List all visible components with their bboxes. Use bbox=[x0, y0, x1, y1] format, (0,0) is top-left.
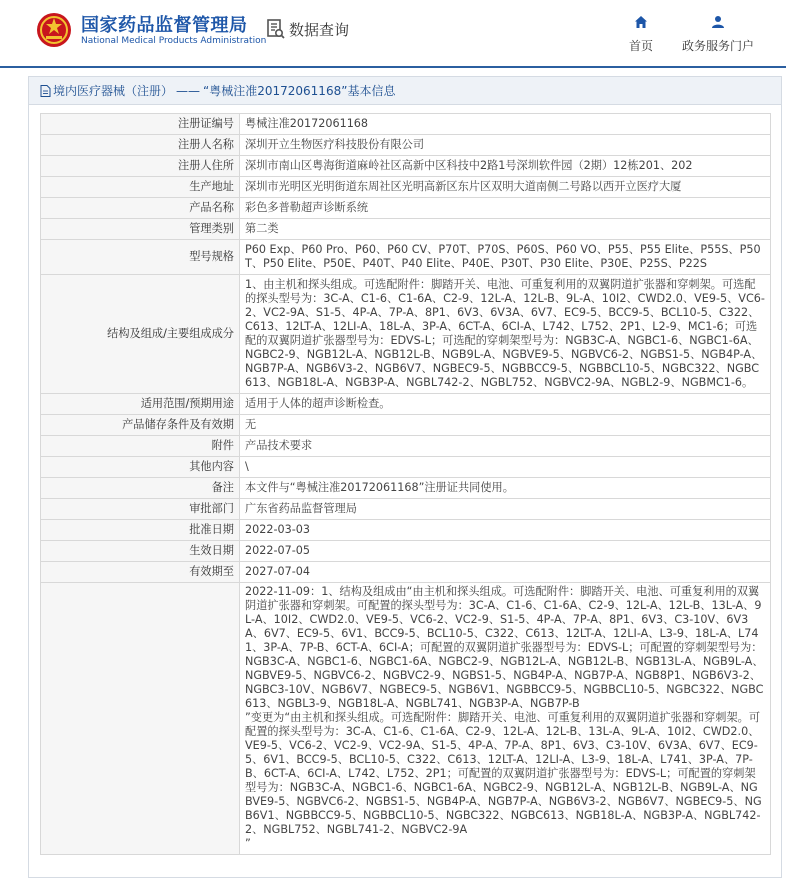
field-label: 结构及组成/主要组成成分 bbox=[41, 275, 240, 394]
field-value: 彩色多普勒超声诊断系统 bbox=[240, 198, 771, 219]
table-row bbox=[41, 135, 771, 156]
change-record-value: 2022-11-09：1、结构及组成由“由主机和探头组成。可选配附件：脚踏开关、电池、可重复利用的双翼阴道扩张器和穿刺架。可配置的探头型号为：3C-A、C1-6、C1-6A、C2-9、12L-A、12L-B、13L-A、9L-A、10I2、CWD2.0、VE9-5、VC6-2、VC2-9、S1-5、4P-A、7P-A、8P1、6V3、C3-10V、6V3A、6V7、EC9-5、6V1、BCC9-5、BCL10-5、C322、C613、12LT-A、12LI-A、L3-9、18L-A、L741、3P-A、7P-B、6CT-A、6CI-A；可配置的双翼阴道扩张器型号为：EDVS-L；可配置的穿刺架型号为：NGB3C-A、NGBC1-6、NGBC1-6A、NGBC2-9、NGB12L-A、NGB12L-B、NGB13L-A、NGB9L-A、NGBVE9-5、NGBVC6-2、NGBVC2-9、NGBS1-5、NGB4P-A、NGB7P-A、NGB8P1、NGB6V3-2、NGBC3-10V、NGB6V7、NGBEC9-5、NGB6V1、NGBBCC9-5、NGBBCL10-5、NGBC322、NGBC613、NGBL3-9、NGB18L-A、NGBL741、NGB3P-A、NGB7P-B ”变更为“由主机和探头组成。可选配附件：脚踏开关、电池、可重复利用的双翼阴道扩张器和穿刺架。可配置的探头型号为：3C-A、C1-6、C1-6A、C2-9、12L-A、12L-B、13L-A、9L-A、10I2、CWD2.0、VE9-5、VC6-2、VC2-9、VC2-9A、S1-5、4P-A、7P-A、8P1、6V3、C3-10V、6V3A、6V7、EC9-5、6V1、BCC9-5、BCL10-5、C322、C613、12LT-A、12LI-A、L3-9、18L-A、L741、3P-A、7P-B、6CT-A、6CI-A、L742、L752、2P1；可配置的双翼阴道扩张器型号为：EDVS-L；可配置的穿刺架型号为：NGB3C-A、NGBC1-6、NGBC1-6A、NGBC2-9、NGB12L-A、NGB12L-B、NGB9L-A、NGBVE9-5、NGBVC6-2、NGBS1-5、NGB4P-A、NGB7P-A、NGB6V3-2、NGB6V7、NGBEC9-5、NGB6V1、NGBBCC9-5、NGBBCL10-5、NGBC322、NGBC613、NGB18L-A、NGB3P-A、NGBL742-2、NGBL752、NGBL741-2、NGBVC2-9A ” bbox=[240, 583, 771, 855]
field-value: P60 Exp、P60 Pro、P60、P60 CV、P70T、P70S、P60S、P60 VO、P55、P55 Elite、P55S、P50T、P50 Elite、P50E、P40T、P40 Elite、P40E、P30T、P30 Elite、P30E、P25S、P22S bbox=[240, 240, 771, 275]
table-row bbox=[41, 562, 771, 583]
field-value: 2022-07-05 bbox=[240, 541, 771, 562]
field-value: 适用于人体的超声诊断检查。 bbox=[240, 394, 771, 415]
field-value: 深圳市光明区光明街道东周社区光明高新区东片区双明大道南侧二号路以西开立医疗大厦 bbox=[240, 177, 771, 198]
breadcrumb-suffix: 基本信息 bbox=[347, 84, 396, 98]
field-value: 2022-03-03 bbox=[240, 520, 771, 541]
home-icon bbox=[634, 15, 648, 29]
field-label: 注册人名称 bbox=[41, 135, 240, 156]
nav-portal-label: 政务服务门户 bbox=[682, 39, 755, 53]
field-label: 附件 bbox=[41, 436, 240, 457]
table-row bbox=[41, 394, 771, 415]
data-query-label: 数据查询 bbox=[289, 20, 350, 39]
field-label: 型号规格 bbox=[41, 240, 240, 275]
field-label: 产品储存条件及有效期 bbox=[41, 415, 240, 436]
detail-panel bbox=[28, 76, 782, 878]
field-label: 产品名称 bbox=[41, 198, 240, 219]
field-value: 广东省药品监督管理局 bbox=[240, 499, 771, 520]
field-label: 备注 bbox=[41, 478, 240, 499]
field-value: 1、由主机和探头组成。可选配附件：脚踏开关、电池、可重复利用的双翼阴道扩张器和穿刺架。可选配的探头型号为：3C-A、C1-6、C1-6A、C2-9、12L-A、12L-B、9L-A、10I2、CWD2.0、VE9-5、VC6-2、VC2-9A、S1-5、4P-A、7P-A、8P1、6V3、6V3A、6V7、EC9-5、BCC9-5、BCL10-5、C322、C613、12LT-A、12LI-A、18L-A、3P-A、6CT-A、6CI-A、L742、L752、2P1、L2-9、MC1-6；可选配的双翼阴道扩张器型号为：EDVS-L；可选配的穿刺架型号为：NGB3C-A、NGBC1-6、NGBC1-6A、NGBC2-9、NGB12L-A、NGB12L-B、NGB9L-A、NGBVE9-5、NGBVC6-2、NGBS1-5、NGB4P-A、NGB7P-A、NGB6V3-2、NGB6V7、NGBEC9-5、NGBBCC9-5、NGBBCL10-5、NGBC322、NGBC613、NGB18L-A、NGB3P-A、NGBL742-2、NGBL752、NGBVC2-9A、NGBL2-9、NGBMC1-6。 bbox=[240, 275, 771, 394]
breadcrumb bbox=[29, 77, 781, 105]
field-label: 生产地址 bbox=[41, 177, 240, 198]
field-label: 其他内容 bbox=[41, 457, 240, 478]
field-value: 深圳开立生物医疗科技股份有限公司 bbox=[240, 135, 771, 156]
field-value: \ bbox=[240, 457, 771, 478]
site-header bbox=[0, 0, 786, 68]
user-icon bbox=[711, 15, 725, 29]
table-row bbox=[41, 436, 771, 457]
field-label: 有效期至 bbox=[41, 562, 240, 583]
field-label: 批准日期 bbox=[41, 520, 240, 541]
detail-table bbox=[40, 113, 771, 855]
table-row bbox=[41, 457, 771, 478]
field-value: 无 bbox=[240, 415, 771, 436]
emblem-logo-icon[interactable] bbox=[36, 12, 72, 48]
field-label: 注册证编号 bbox=[41, 114, 240, 135]
field-value: 本文件与“粤械注准20172061168”注册证共同使用。 bbox=[240, 478, 771, 499]
table-row bbox=[41, 156, 771, 177]
field-value: 粤械注准20172061168 bbox=[240, 114, 771, 135]
breadcrumb-category[interactable]: 境内医疗器械（注册） bbox=[53, 84, 174, 98]
field-label: 审批部门 bbox=[41, 499, 240, 520]
org-name-en: National Medical Products Administration bbox=[81, 36, 267, 46]
breadcrumb-record: “粤械注准20172061168” bbox=[203, 84, 348, 98]
field-label: 注册人住所 bbox=[41, 156, 240, 177]
table-row bbox=[41, 478, 771, 499]
table-row bbox=[41, 198, 771, 219]
field-label: 生效日期 bbox=[41, 541, 240, 562]
table-row bbox=[41, 541, 771, 562]
table-row bbox=[41, 177, 771, 198]
field-value: 2027-07-04 bbox=[240, 562, 771, 583]
data-query-link[interactable] bbox=[267, 17, 349, 41]
table-row bbox=[41, 415, 771, 436]
document-search-icon bbox=[267, 19, 285, 39]
document-icon bbox=[40, 85, 51, 97]
table-row bbox=[41, 114, 771, 135]
nav-portal[interactable] bbox=[682, 14, 754, 54]
table-row bbox=[41, 499, 771, 520]
field-value: 深圳市南山区粤海街道麻岭社区高新中区科技中2路1号深圳软件园（2期）12栋201、202 bbox=[240, 156, 771, 177]
change-record-label bbox=[41, 583, 240, 855]
table-row bbox=[41, 275, 771, 394]
breadcrumb-path bbox=[40, 82, 395, 99]
field-label: 适用范围/预期用途 bbox=[41, 394, 240, 415]
nav-home[interactable] bbox=[629, 14, 653, 54]
table-row bbox=[41, 219, 771, 240]
breadcrumb-separator: —— bbox=[176, 83, 201, 98]
field-label: 管理类别 bbox=[41, 219, 240, 240]
table-row bbox=[41, 583, 771, 855]
table-row bbox=[41, 520, 771, 541]
table-row bbox=[41, 240, 771, 275]
nav-home-label: 首页 bbox=[629, 39, 654, 53]
field-value: 产品技术要求 bbox=[240, 436, 771, 457]
org-name-cn[interactable]: 国家药品监督管理局 bbox=[81, 15, 248, 36]
field-value: 第二类 bbox=[240, 219, 771, 240]
